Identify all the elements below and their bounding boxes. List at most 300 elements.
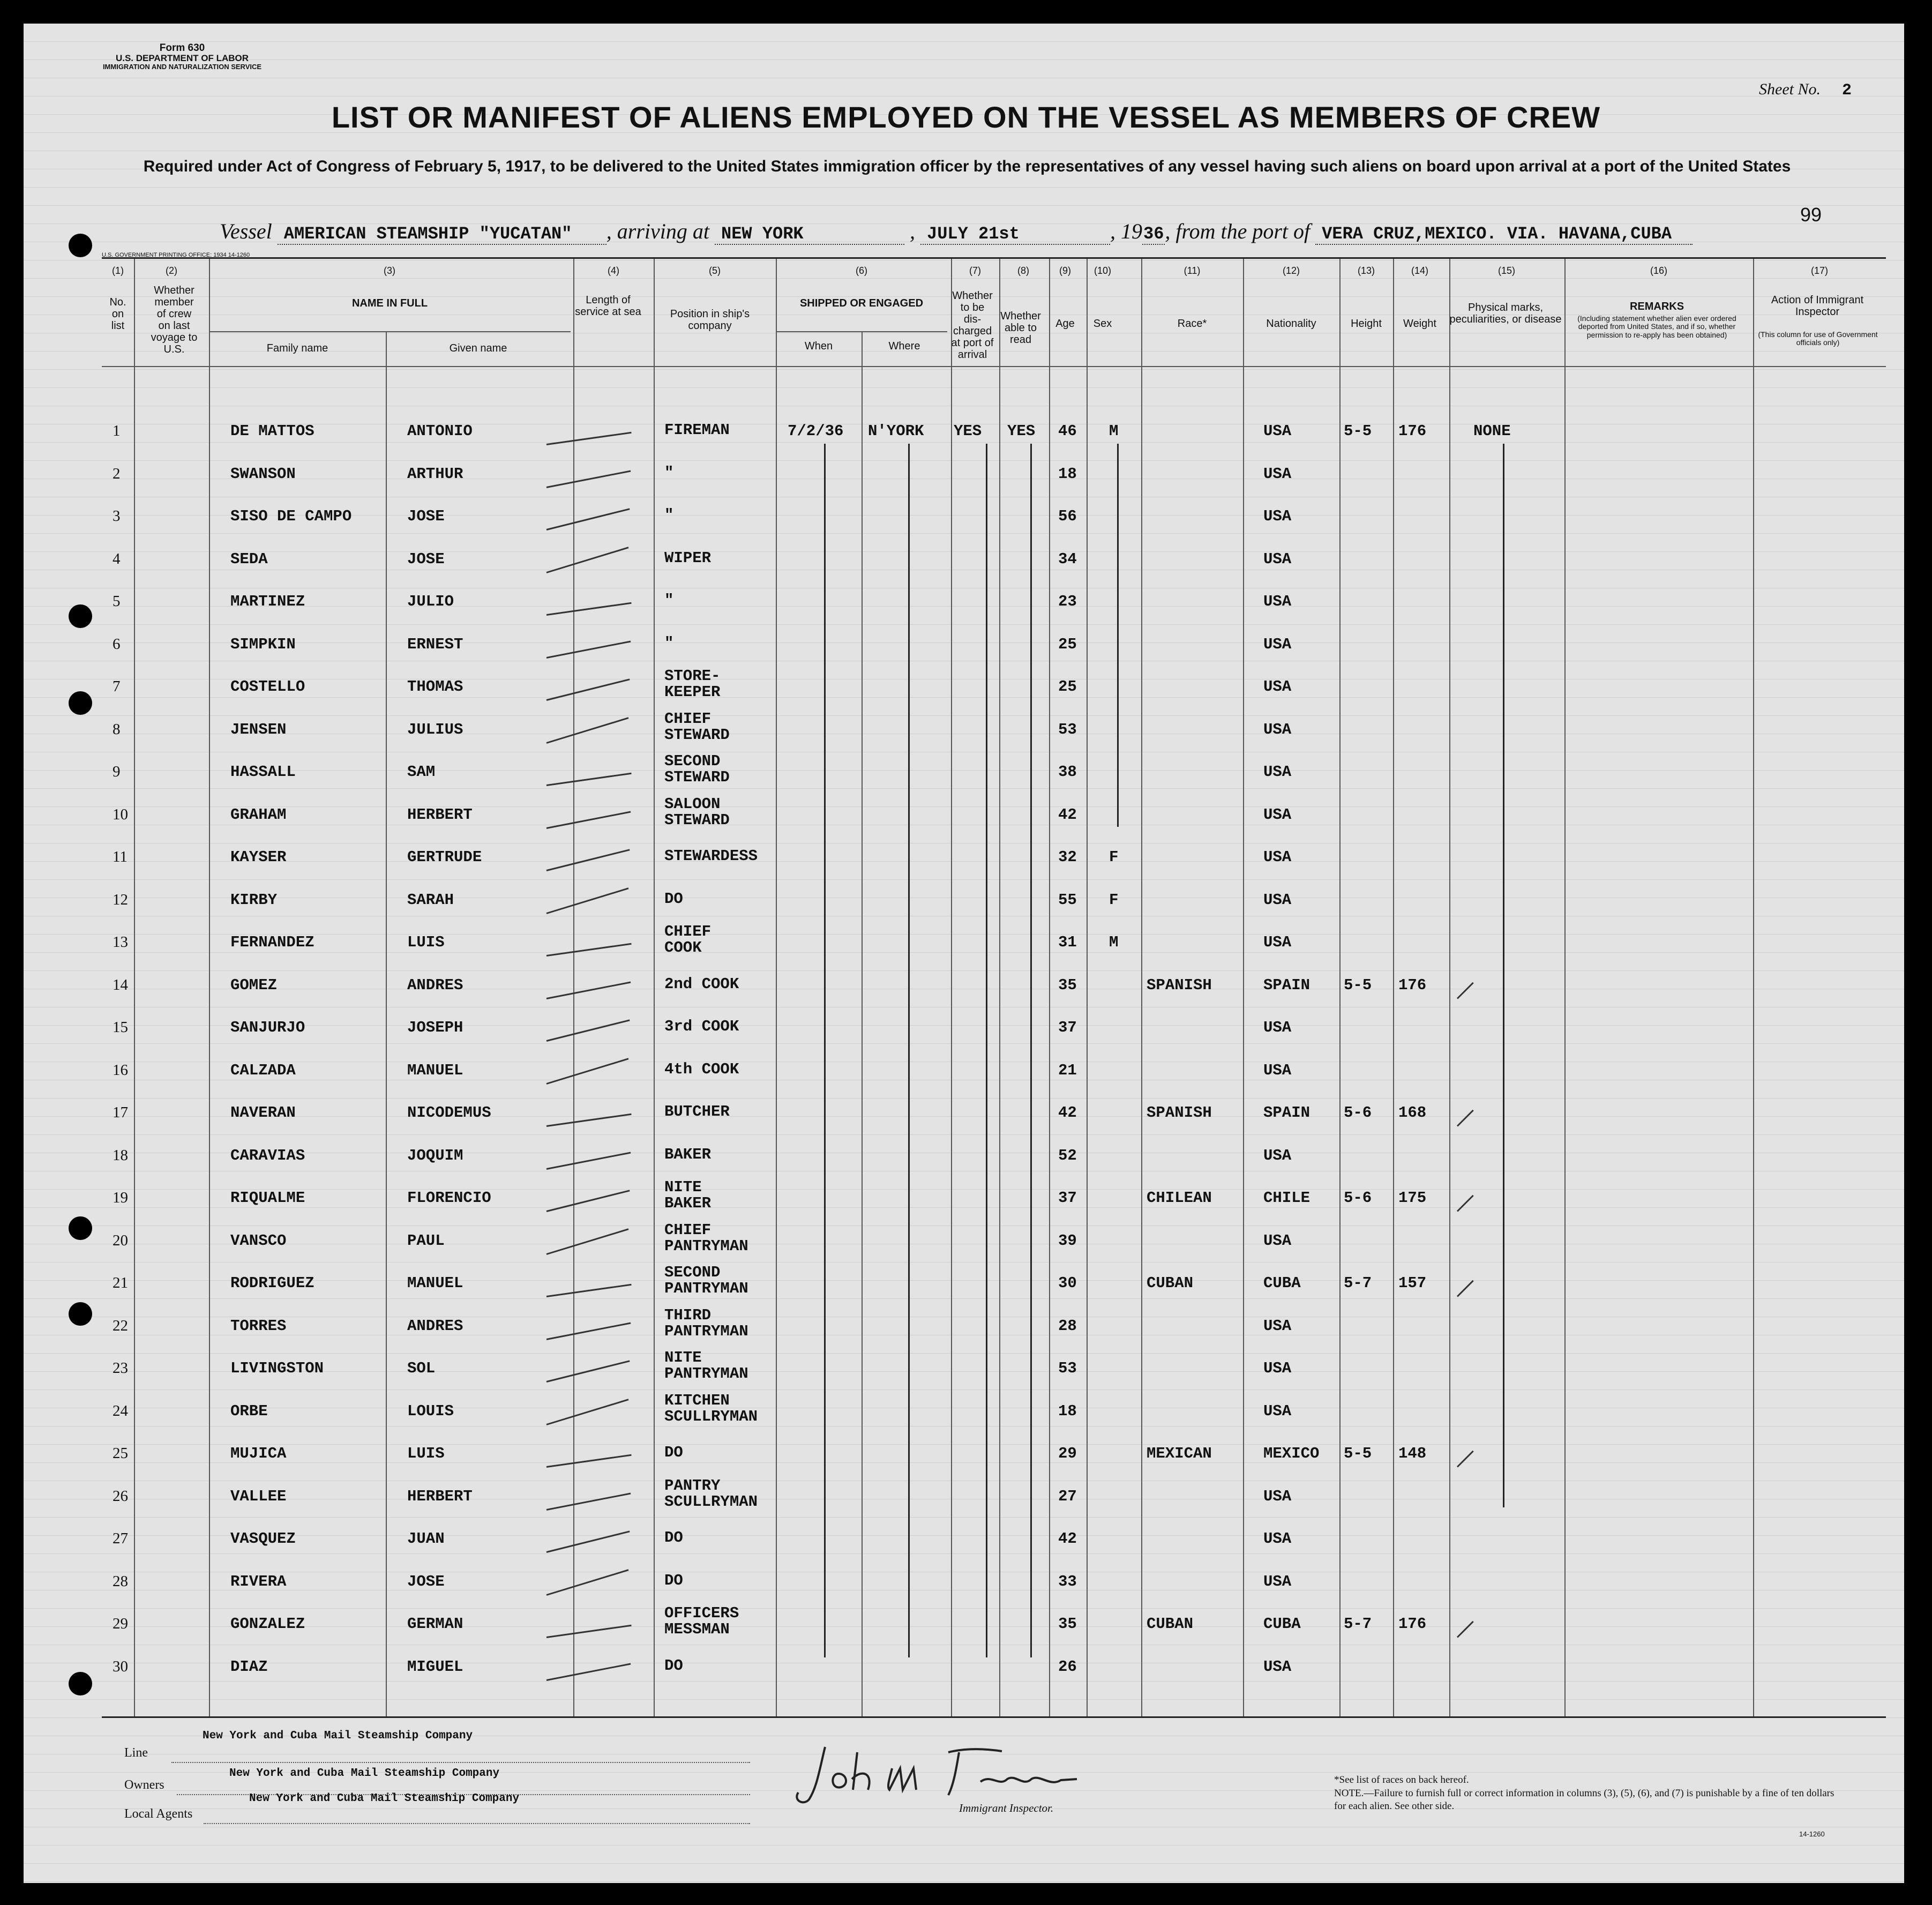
header-nationality: Nationality [1266,318,1316,330]
family-name: COSTELLO [230,678,305,696]
position: " [664,592,674,609]
age: 34 [1058,550,1077,568]
nationality: USA [1263,1231,1292,1250]
given-name: SOL [407,1359,436,1377]
family-name: MARTINEZ [230,593,305,610]
age: 42 [1058,805,1077,824]
age: 35 [1058,1615,1077,1633]
nationality: USA [1263,1402,1292,1420]
nationality: CUBA [1263,1615,1301,1633]
sex: F [1109,848,1119,866]
service-check-stroke [546,981,631,999]
physical-ditto-line [1503,444,1504,1507]
owners-value: New York and Cuba Mail Steamship Company [229,1767,500,1780]
service-check-stroke [546,1228,629,1255]
list-number: 26 [113,1487,128,1505]
position: BAKER [664,1145,712,1163]
family-name: SEDA [230,550,268,568]
column-number: (17) [1810,265,1828,276]
list-number: 5 [113,593,121,610]
column-number: (2) [166,265,177,276]
arriving-label: , arriving at [606,219,709,243]
age: 37 [1058,1019,1077,1036]
column-number: (13) [1357,265,1375,276]
column-divider [1564,259,1566,1716]
header-sex: Sex [1093,318,1112,330]
height: 5-5 [1344,976,1372,994]
header-weight: Weight [1403,318,1436,330]
family-name: KIRBY [230,891,278,909]
header-age: Age [1055,318,1075,330]
service-check-stroke [546,547,629,573]
form-id-block [80,43,284,70]
column-divider [134,259,135,1716]
service-check-stroke [546,1019,630,1042]
vessel-name: AMERICAN STEAMSHIP "YUCATAN" [278,224,606,245]
nationality: USA [1263,422,1292,440]
service-check-stroke [546,470,631,488]
list-number: 22 [113,1317,128,1334]
family-name: RIQUALME [230,1189,305,1207]
list-number: 23 [113,1359,128,1377]
family-name: SANJURJO [230,1019,305,1036]
race: CHILEAN [1147,1189,1212,1207]
age: 53 [1058,1359,1077,1377]
list-number: 1 [113,422,121,439]
given-name: JOSE [407,507,445,525]
nationality: USA [1263,933,1292,951]
list-number: 15 [113,1019,128,1036]
given-name: THOMAS [407,678,463,696]
service-check-stroke [546,1663,631,1680]
list-number: 24 [113,1402,128,1420]
weight: 176 [1398,976,1427,994]
list-number: 11 [113,848,128,865]
list-number: 17 [113,1104,128,1121]
position: SECOND STEWARD [664,752,730,787]
given-name: SARAH [407,891,454,909]
column-divider [386,331,387,1716]
given-name: GERTRUDE [407,848,482,866]
height: 5-6 [1344,1104,1372,1122]
position: THIRD PANTRYMAN [664,1306,748,1340]
column-number: (4) [608,265,619,276]
given-name: JOSEPH [407,1019,463,1036]
nationality: USA [1263,1317,1292,1335]
family-name: FERNANDEZ [230,933,314,951]
column-number: (11) [1184,265,1201,276]
column-divider [1393,259,1394,1716]
age: 28 [1058,1317,1077,1335]
where-ditto-line [908,444,910,1657]
family-name: KAYSER [230,848,287,866]
column-divider [1449,259,1450,1716]
service-check-stroke [546,717,629,744]
age: 53 [1058,720,1077,738]
column-divider [654,259,655,1716]
header-position: Position in ship's company [670,308,750,332]
height: 5-5 [1344,1445,1372,1462]
age: 33 [1058,1572,1077,1590]
age: 37 [1058,1189,1077,1207]
given-name: ERNEST [407,635,463,653]
family-name: DIAZ [230,1657,268,1676]
column-divider [1339,259,1341,1716]
age: 18 [1058,1402,1077,1420]
races-note-text: *See list of races on back hereof. [1334,1774,1469,1786]
age: 32 [1058,848,1077,866]
given-name: ANDRES [407,1317,463,1335]
header-discharged: Whether to be dis-charged at port of arrival [951,290,994,361]
position: DO [664,890,683,908]
sex: F [1109,891,1119,909]
family-name: GOMEZ [230,976,278,994]
race: SPANISH [1147,976,1212,994]
when-ditto-line [824,444,826,1657]
column-number: (16) [1650,265,1667,276]
service-check-stroke [546,1058,629,1085]
nationality: USA [1263,1572,1292,1590]
position: CHIEF COOK [664,923,712,957]
age: 18 [1058,465,1077,483]
owners-label: Owners [124,1778,164,1792]
arriving-port: NEW YORK [715,224,904,245]
agents-label: Local Agents [124,1807,193,1821]
family-name: VANSCO [230,1231,287,1250]
age: 26 [1058,1657,1077,1676]
remark-check-stroke [1457,1195,1474,1212]
list-number: 21 [113,1274,128,1291]
height: 5-5 [1344,422,1372,440]
handwritten-page-number: 99 [1800,204,1822,226]
nationality: USA [1263,805,1292,824]
nationality: USA [1263,1146,1292,1164]
nationality: USA [1263,1019,1292,1036]
given-name: JOQUIM [407,1146,463,1164]
family-name: DE MATTOS [230,422,314,440]
weight: 176 [1398,1615,1427,1633]
age: 30 [1058,1274,1077,1292]
line-label: Line [124,1746,148,1760]
column-number: (5) [709,265,721,276]
position: DO [664,1529,683,1547]
position: " [664,506,674,524]
list-number: 9 [113,763,121,780]
age: 23 [1058,593,1077,610]
list-number: 8 [113,720,121,738]
service-check-stroke [546,1399,629,1425]
position: FIREMAN [664,421,730,439]
age: 27 [1058,1487,1077,1505]
remark-check-stroke [1457,1110,1474,1127]
age: 35 [1058,976,1077,994]
age: 25 [1058,678,1077,696]
column-divider [999,259,1000,1716]
position: KITCHEN SCULLRYMAN [664,1391,758,1425]
list-number: 6 [113,635,121,653]
given-name: ANTONIO [407,422,473,440]
binder-hole [69,234,92,257]
family-name: MUJICA [230,1445,287,1462]
races-note [1334,1774,1843,1813]
able-to-read: YES [1007,422,1036,440]
position: " [664,634,674,652]
column-number: (14) [1411,265,1428,276]
height: 5-7 [1344,1615,1372,1633]
list-number: 18 [113,1146,128,1164]
form-code: 14-1260 [1799,1830,1825,1838]
given-name: PAUL [407,1231,445,1250]
sheet-number [1759,80,1852,100]
nationality: USA [1263,1657,1292,1676]
given-name: MIGUEL [407,1657,463,1676]
sheet-label: Sheet No. [1759,80,1821,98]
age: 42 [1058,1104,1077,1122]
service-check-stroke [546,508,630,531]
column-divider [1087,259,1088,1716]
column-divider [209,259,210,1716]
height: 5-7 [1344,1274,1372,1292]
position: STORE- KEEPER [664,667,721,701]
nationality: SPAIN [1263,976,1311,994]
position: NITE PANTRYMAN [664,1349,748,1383]
position: 2nd COOK [664,975,739,993]
family-name: VALLEE [230,1487,287,1505]
nationality: USA [1263,763,1292,781]
position: OFFICERS MESSMAN [664,1604,739,1639]
service-check-stroke [546,773,632,786]
position: DO [664,1571,683,1589]
nationality: USA [1263,635,1292,653]
line-value: New York and Cuba Mail Steamship Company [203,1730,473,1742]
given-name: JULIUS [407,720,463,738]
binder-hole [69,1216,92,1240]
binder-hole [69,1302,92,1326]
service-check-stroke [546,1152,631,1169]
column-number: (1) [112,265,124,276]
weight: 148 [1398,1445,1427,1462]
discharged: YES [954,422,982,440]
position: BUTCHER [664,1103,730,1120]
header-action-note: (This column for use of Government officials only) [1758,330,1878,347]
position: NITE BAKER [664,1178,712,1213]
inspector-signature [788,1736,1088,1811]
column-number: (9) [1059,265,1071,276]
nationality: SPAIN [1263,1104,1311,1122]
position: SECOND PANTRYMAN [664,1264,748,1298]
header-race: Race* [1177,318,1207,330]
position: SALOON STEWARD [664,795,730,829]
weight: 168 [1398,1104,1427,1122]
family-name: TORRES [230,1317,287,1335]
list-number: 13 [113,933,128,951]
nationality: USA [1263,720,1292,738]
family-name: NAVERAN [230,1104,296,1122]
service-check-stroke [546,1190,630,1212]
service-check-stroke [546,1492,631,1510]
age: 29 [1058,1445,1077,1462]
name-subheader-rule [209,331,571,332]
vessel-line: Vessel AMERICAN STEAMSHIP "YUCATAN" , arriving at NEW YORK , JULY 21st , 1936, from the port of VERA CRUZ,MEXICO. VIA. HAVANA,CUBA [220,219,1693,245]
given-name: LOUIS [407,1402,454,1420]
header-when: When [804,340,833,352]
position: WIPER [664,549,712,567]
age: 21 [1058,1061,1077,1079]
given-name: FLORENCIO [407,1189,491,1207]
age: 46 [1058,422,1077,440]
column-divider [1141,259,1142,1716]
list-number: 19 [113,1189,128,1206]
header-physical: Physical marks, peculiarities, or disease [1449,302,1562,325]
family-name: HASSALL [230,763,296,781]
list-number: 16 [113,1061,128,1079]
service-check-stroke [546,1625,632,1638]
family-name: GRAHAM [230,805,287,824]
header-remarks: REMARKS [1629,301,1684,312]
family-name: JENSEN [230,720,287,738]
inspector-label: Immigrant Inspector. [959,1802,1054,1814]
discharged-ditto-line [986,444,987,1657]
list-number: 4 [113,550,121,567]
sheet-value: 2 [1841,81,1852,100]
line-rule [171,1762,750,1763]
given-name: HERBERT [407,1487,473,1505]
given-name: MANUEL [407,1061,463,1079]
service-check-stroke [546,943,632,957]
column-number: (15) [1497,265,1515,276]
given-name: JOSE [407,1572,445,1590]
given-name: SAM [407,763,436,781]
page-subtitle: Required under Act of Congress of February 5, 1917, to be delivered to the United States immigration officer by the representatives of any vessel having such aliens on board upon arrival at a port of the United States [143,158,1791,175]
age: 38 [1058,763,1077,781]
nationality: USA [1263,1061,1292,1079]
service-name: IMMIGRATION AND NATURALIZATION SERVICE [102,62,262,71]
nationality: USA [1263,507,1292,525]
sex-ditto-line [1117,444,1119,827]
binder-hole [69,1672,92,1695]
remark-check-stroke [1457,1280,1474,1297]
fine-note: NOTE.—Failure to furnish full or correct information in columns (3), (5), (6), and (7) is punishable by a fine of ten dollars for each alien. See other side. [1334,1787,1834,1812]
column-divider [776,259,777,1716]
age: 52 [1058,1146,1077,1164]
list-number: 3 [113,507,121,525]
age: 42 [1058,1530,1077,1548]
list-number: 30 [113,1657,128,1675]
race: SPANISH [1147,1104,1212,1122]
service-check-stroke [546,887,629,914]
given-name: GERMAN [407,1615,463,1633]
header-able-read: Whether able to read [1000,310,1041,346]
service-check-stroke [546,1360,630,1383]
given-name: JULIO [407,593,454,610]
header-action: Action of Immigrant Inspector [1771,294,1864,318]
column-divider [1243,259,1244,1716]
header-remarks-note: (Including statement whether alien ever ordered deported from United States, and if so, whether permission to re-apply has been obtained) [1577,314,1736,339]
column-divider [951,259,952,1716]
service-check-stroke [546,811,631,828]
race: CUBAN [1147,1615,1194,1633]
given-name: HERBERT [407,805,473,824]
list-number: 29 [113,1615,128,1632]
arrival-year: 36 [1143,224,1164,244]
weight: 175 [1398,1189,1427,1207]
family-name: CALZADA [230,1061,296,1079]
service-check-stroke [546,640,631,658]
column-number: (10) [1094,265,1111,276]
service-check-stroke [546,1569,629,1596]
position: CHIEF PANTRYMAN [664,1221,748,1255]
nationality: USA [1263,848,1292,866]
position: DO [664,1444,683,1461]
service-check-stroke [546,602,632,616]
list-number: 7 [113,678,121,695]
given-name: ANDRES [407,976,463,994]
position: " [664,464,674,482]
arrival-date: JULY 21st [920,224,1110,245]
list-number: 2 [113,465,121,482]
service-check-stroke [546,1454,632,1468]
age: 39 [1058,1231,1077,1250]
column-number: (6) [856,265,867,276]
position: DO [664,1656,683,1675]
nationality: USA [1263,593,1292,610]
list-number: 28 [113,1572,128,1590]
column-divider [1049,259,1050,1716]
sex: M [1109,422,1119,440]
crew-table [102,257,1886,1718]
year-prefix: , 19 [1110,219,1142,243]
agents-rule [204,1823,750,1824]
age: 31 [1058,933,1077,951]
shipped-when: 7/2/36 [788,422,844,440]
nationality: USA [1263,678,1292,696]
age: 55 [1058,891,1077,909]
nationality: USA [1263,550,1292,568]
family-name: SISO DE CAMPO [230,507,352,525]
physical-marks: NONE [1473,422,1511,440]
column-divider [862,331,863,1716]
binder-hole [69,691,92,715]
from-label: , from the port of [1165,219,1311,243]
position: 3rd COOK [664,1018,739,1035]
agents-value: New York and Cuba Mail Steamship Company [249,1792,520,1805]
column-number: (8) [1017,265,1029,276]
header-shipped: SHIPPED OR ENGAGED [799,297,924,309]
header-height: Height [1351,318,1382,330]
given-name: NICODEMUS [407,1104,491,1122]
given-name: ARTHUR [407,465,463,483]
binder-hole [69,604,92,628]
column-number: (3) [384,265,395,276]
service-check-stroke [546,678,630,701]
nationality: CHILE [1263,1189,1311,1207]
age: 56 [1058,507,1077,525]
list-number: 12 [113,891,128,908]
service-check-stroke [546,1322,631,1340]
list-number: 20 [113,1231,128,1249]
header-given-name: Given name [449,342,507,354]
family-name: ORBE [230,1402,268,1420]
nationality: USA [1263,465,1292,483]
department-name: U.S. DEPARTMENT OF LABOR [115,53,249,63]
given-name: JOSE [407,550,445,568]
service-check-stroke [546,1114,632,1127]
form-number: Form 630 [159,42,205,54]
header-family-name: Family name [266,342,328,354]
nationality: USA [1263,1487,1292,1505]
position: CHIEF STEWARD [664,709,730,744]
given-name: JUAN [407,1530,445,1548]
